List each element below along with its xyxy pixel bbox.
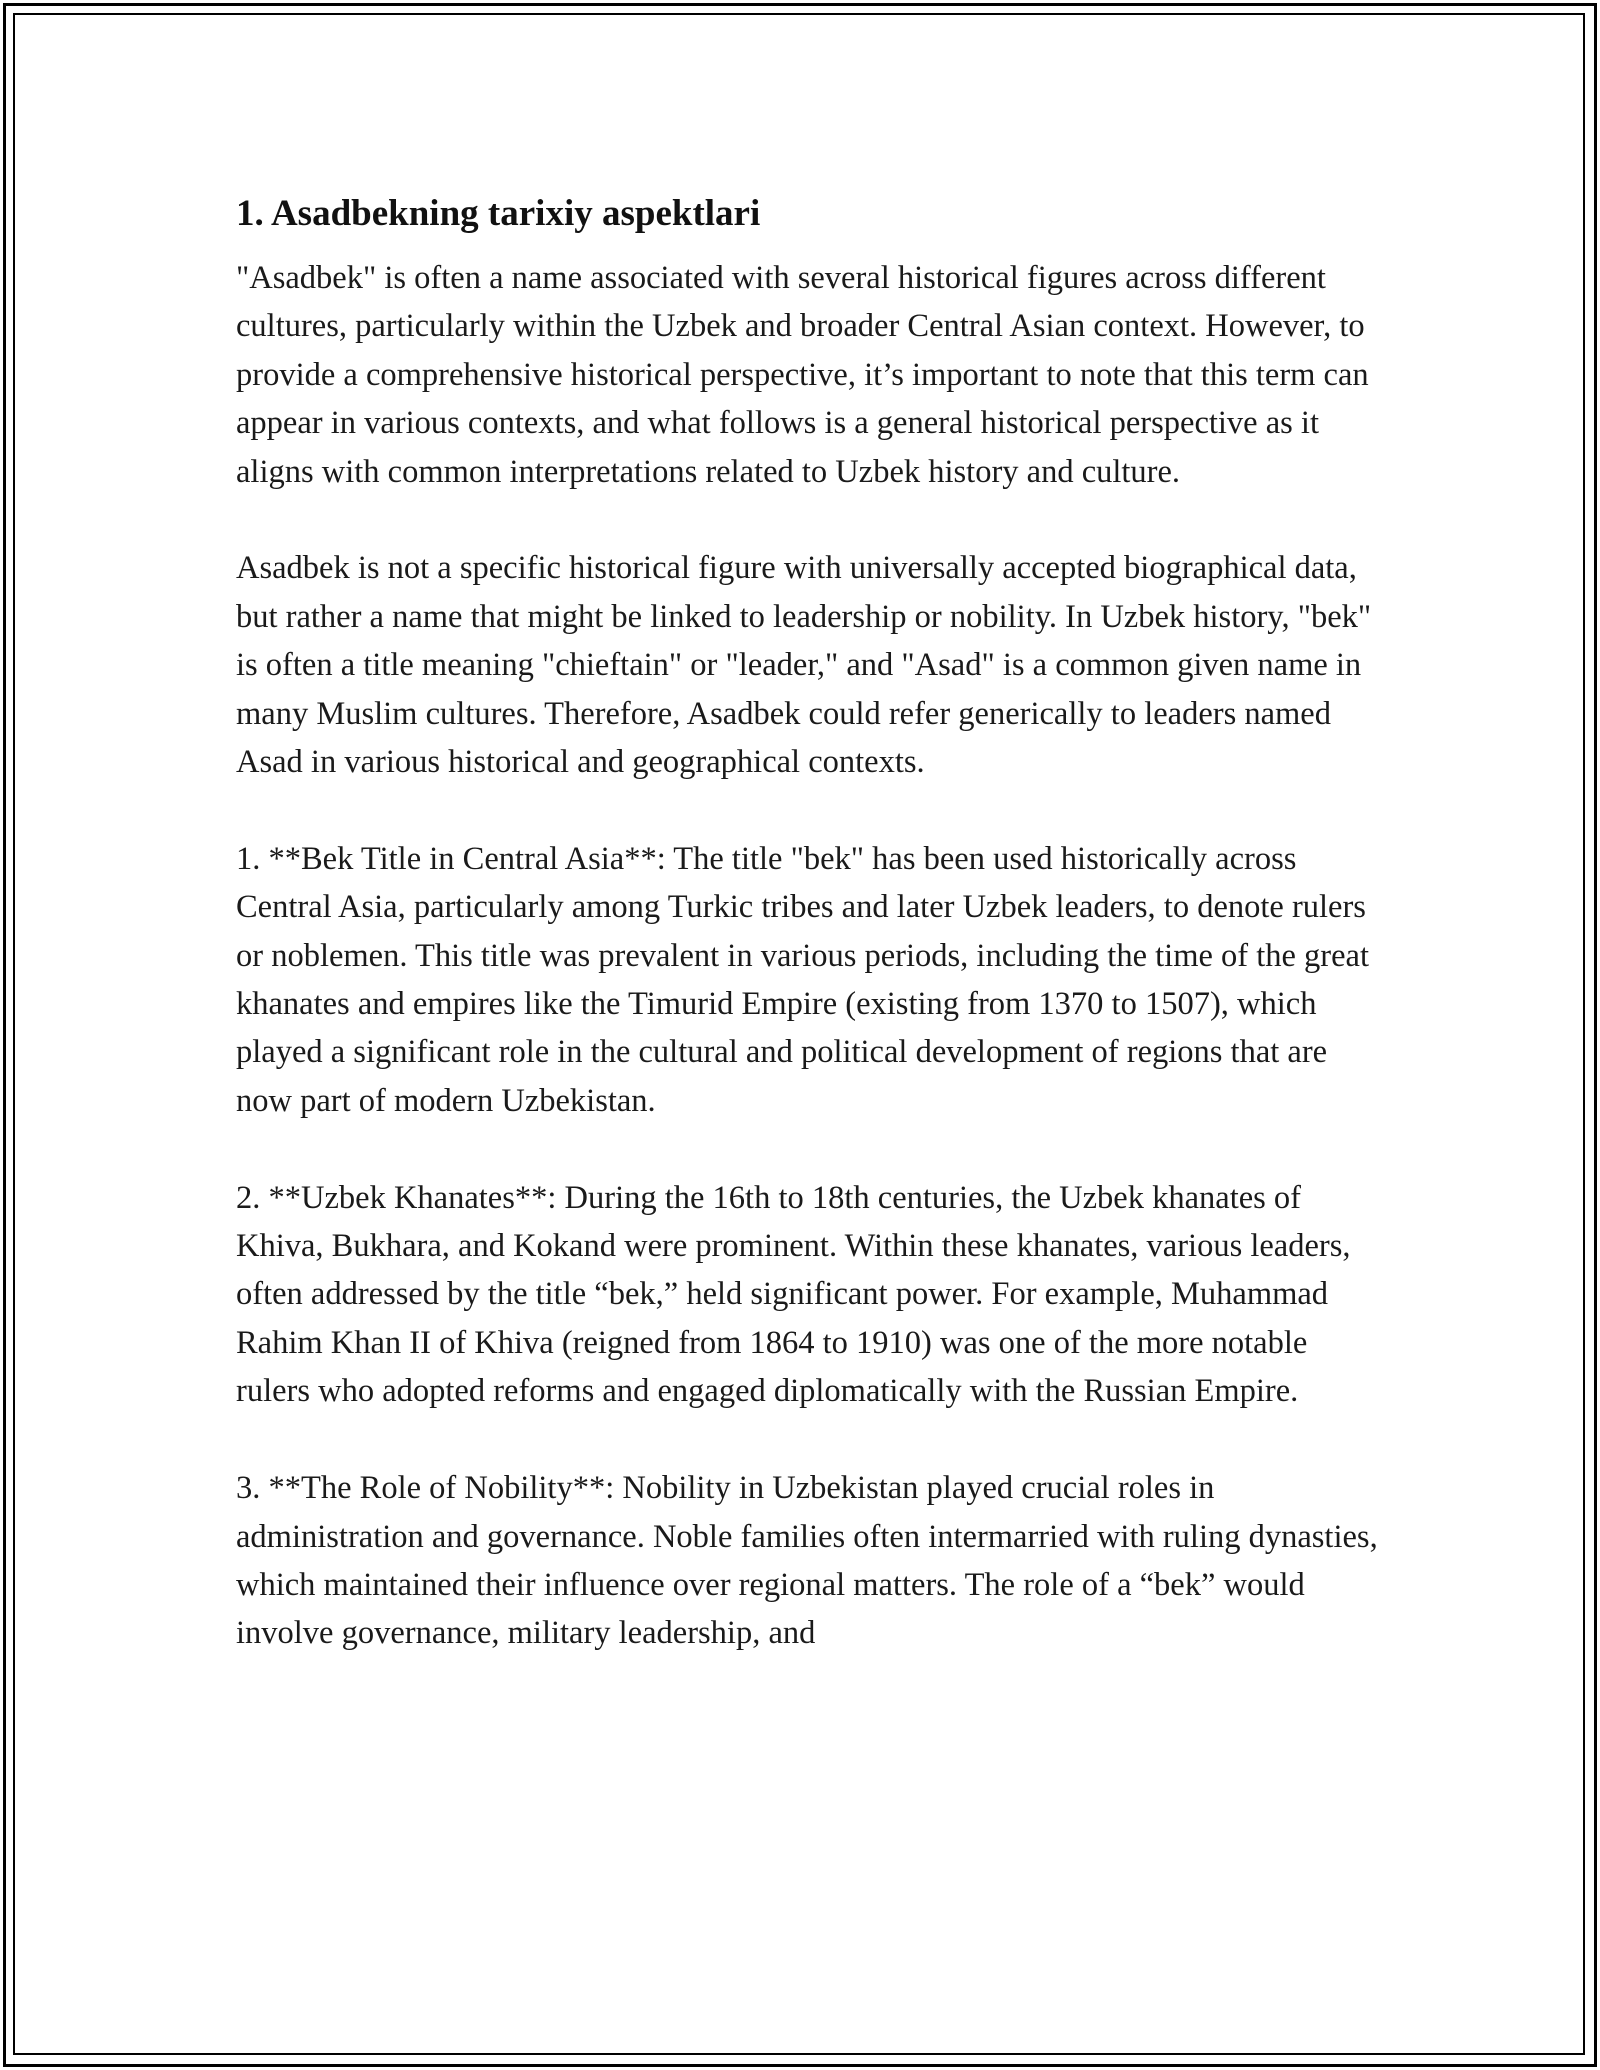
paragraph-role-of-nobility: 3. **The Role of Nobility**: Nobility in Uzbekistan played crucial roles in administration and governance. Noble families often intermarried with ruling dynasties, which maintained their influence over regional matters. The role of a “bek” would involve governance, military leadership, and	[236, 1470, 1378, 1652]
paragraph-bek-title: 1. **Bek Title in Central Asia**: The title "bek" has been used historically across Central Asia, particularly among Turkic tribes and later Uzbek leaders, to denote rulers or noblemen. This title was prevalent in various periods, including the time of the great khanates and empires like the Timurid Empire (existing from 1370 to 1507), which played a significant role in the cultural and political development of regions that are now part of modern Uzbekistan.	[236, 840, 1370, 1119]
section-heading: 1. Asadbekning tarixiy aspektlari	[236, 193, 761, 234]
document-body	[236, 186, 1386, 1706]
paragraph-name-meaning: Asadbek is not a specific historical figure with universally accepted biographical data, but rather a name that might be linked to leadership or nobility. In Uzbek history, "bek" is often a title meaning "chieftain" or "leader," and "Asad" is a common given name in many Muslim cultures. Therefore, Asadbek could refer generically to leaders named Asad in various historical and geographical contexts.	[236, 550, 1372, 781]
paragraph-uzbek-khanates: 2. **Uzbek Khanates**: During the 16th to 18th centuries, the Uzbek khanates of Khiva, Bukhara, and Kokand were prominent. Within these khanates, various leaders, often addressed by the title “bek,” held significant power. For example, Muhammad Rahim Khan II of Khiva (reigned from 1864 to 1910) was one of the more notable rulers who adopted reforms and engaged diplomatically with the Russian Empire.	[236, 1179, 1351, 1410]
paragraph-intro: "Asadbek" is often a name associated with several historical figures across different cultures, particularly within the Uzbek and broader Central Asian context. However, to provide a comprehensive historical perspective, it’s important to note that this term can appear in various contexts, and what follows is a general historical perspective as it aligns with common interpretations related to Uzbek history and culture.	[236, 260, 1369, 490]
